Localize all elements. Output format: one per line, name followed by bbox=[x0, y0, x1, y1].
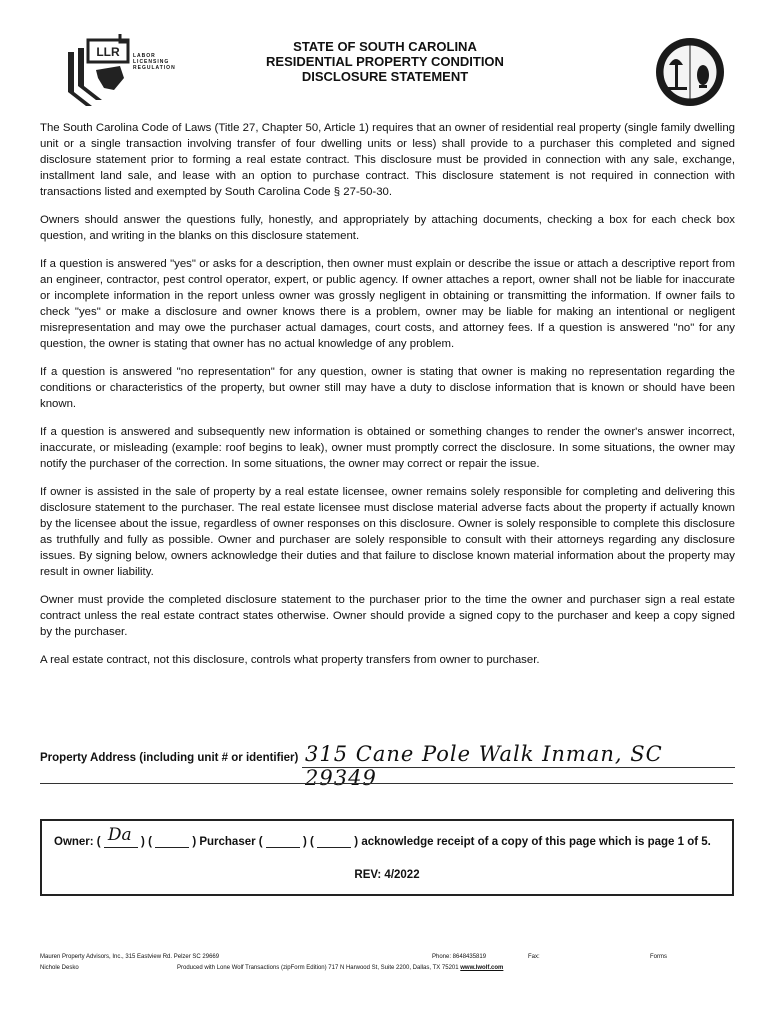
paragraph-yes-answers: If a question is answered "yes" or asks for a description, then owner must explain or describe the issue or attach a descriptive report from an engineer, contractor, pest control operator, expert, or public agency. If owner attaches a report, owner shall not be liable for inaccurate or incomplete information in the report unless owner was grossly negligent in obtaining or transmitting the information. If owner fails to check "yes" or make a disclosure and owner knows there is a problem, owner may be liable for making an intentional or negligent misrepresentation and may owe the purchaser actual damages, court costs, and attorney fees. If a question is answered "no" for any question, the owner is stating that owner has no actual knowledge of any problem. bbox=[40, 258, 735, 350]
address-second-line[interactable] bbox=[40, 783, 733, 784]
paragraph-provide-statement: Owner must provide the completed disclosure statement to the purchaser prior to the time the owner and purchaser sign a real estate contract unless the real estate contract states otherwise. Owner should provide a signed copy to the purchaser and keep a copy signed by the purchaser. bbox=[40, 594, 735, 638]
footer-link[interactable]: www.lwolf.com bbox=[460, 965, 504, 971]
title-line: STATE OF SOUTH CAROLINA bbox=[293, 39, 477, 54]
property-address-field[interactable]: 315 Cane Pole Walk Inman, SC 29349 bbox=[305, 742, 663, 790]
owner-initials-field-1[interactable] bbox=[104, 825, 138, 848]
purchaser-initials-field-2[interactable] bbox=[317, 835, 351, 848]
state-seal-icon bbox=[655, 37, 725, 107]
title-line: DISCLOSURE STATEMENT bbox=[301, 69, 469, 84]
paragraph-answer-fully: Owners should answer the questions fully, honestly, and appropriately by attaching documents, checking a box for each check box question, and writing in the blanks on this disclosure statement. bbox=[40, 214, 735, 242]
logo-letters: LLR bbox=[96, 45, 120, 59]
paragraph-no-representation: If a question is answered "no representation" for any question, owner is stating that owner is making no representation regarding the conditions or characteristics of the property, but owner still may have a duty to disclose information that is known or should have been known. bbox=[40, 366, 735, 410]
acknowledgment-line: Owner: ( Da ) ( ) Purchaser ( ) ( ) acknowledge receipt of a copy of this page which is page 1 of 5. bbox=[54, 825, 711, 848]
page-title bbox=[250, 39, 520, 84]
property-address-label: Property Address (including unit # or identifier) bbox=[40, 752, 299, 764]
paragraph-contract-controls: A real estate contract, not this disclosure, controls what property transfers from owner to purchaser. bbox=[40, 654, 540, 666]
owner-initials-field-2[interactable] bbox=[155, 835, 189, 848]
disclosure-body bbox=[40, 120, 735, 680]
footer-phone: Phone: 8648435819 bbox=[432, 954, 487, 960]
paragraph-licensee: If owner is assisted in the sale of property by a real estate licensee, owner remains solely responsible for completing and delivering this disclosure statement to the purchaser. The real estate licensee must disclose material adverse facts about the property if actually known by the licensee about the issue, regardless of owner responses on this disclosure. Owner is solely responsible to complete this disclosure as truthfully and fully as possible. Owner and purchaser are solely responsible to consult with their attorneys regarding any disclosure issues. By signing below, owners acknowledge their duties and that failure to disclose known material information about the property may result in owner liability. bbox=[40, 486, 735, 578]
footer-produced-with: Produced with Lone Wolf Transactions (zipForm Edition) 717 N Harwood St, Suite 2200, Dallas, TX 75201 www.lwolf.com bbox=[177, 965, 504, 971]
purchaser-initials-field-1[interactable] bbox=[266, 835, 300, 848]
property-address-row bbox=[40, 742, 735, 790]
footer-fax: Fax: bbox=[528, 954, 540, 960]
logo-words: LABOR LICENSING REGULATION bbox=[133, 53, 176, 71]
owner-initials: Da bbox=[107, 825, 132, 845]
paragraph-new-information: If a question is answered and subsequently new information is obtained or something changes to render the owner's answer incorrect, inaccurate, or misleading (example: roof begins to leak), owner must promptly correct the disclosure. In some situations, the owner may notify the purchaser of the correction. In some situations, the owner may correct or repair the issue. bbox=[40, 426, 735, 470]
title-line: RESIDENTIAL PROPERTY CONDITION bbox=[266, 54, 504, 69]
acknowledgment-box bbox=[40, 819, 734, 896]
footer-agent: Nichole Desko bbox=[40, 965, 79, 971]
revision-label: REV: 4/2022 bbox=[354, 869, 420, 881]
footer-brokerage: Mauren Property Advisors, Inc., 315 Eastview Rd. Pelzer SC 29669 bbox=[40, 954, 220, 960]
address-underline bbox=[302, 767, 735, 768]
paragraph-code-of-laws: The South Carolina Code of Laws (Title 27, Chapter 50, Article 1) requires that an owner of residential real property (single family dwelling unit or a single transaction involving transfer of four dwelling units or less) shall provide to a purchaser this completed and signed disclosure statement prior to forming a real estate contract. This disclosure must be provided in connection with any sale, exchange, installment land sale, and lease with an option to purchase contract. This disclosure statement is not required in connection with transactions listed and exempted by South Carolina Code § 27-50-30. bbox=[40, 122, 735, 198]
footer-forms: Forms bbox=[650, 954, 667, 960]
